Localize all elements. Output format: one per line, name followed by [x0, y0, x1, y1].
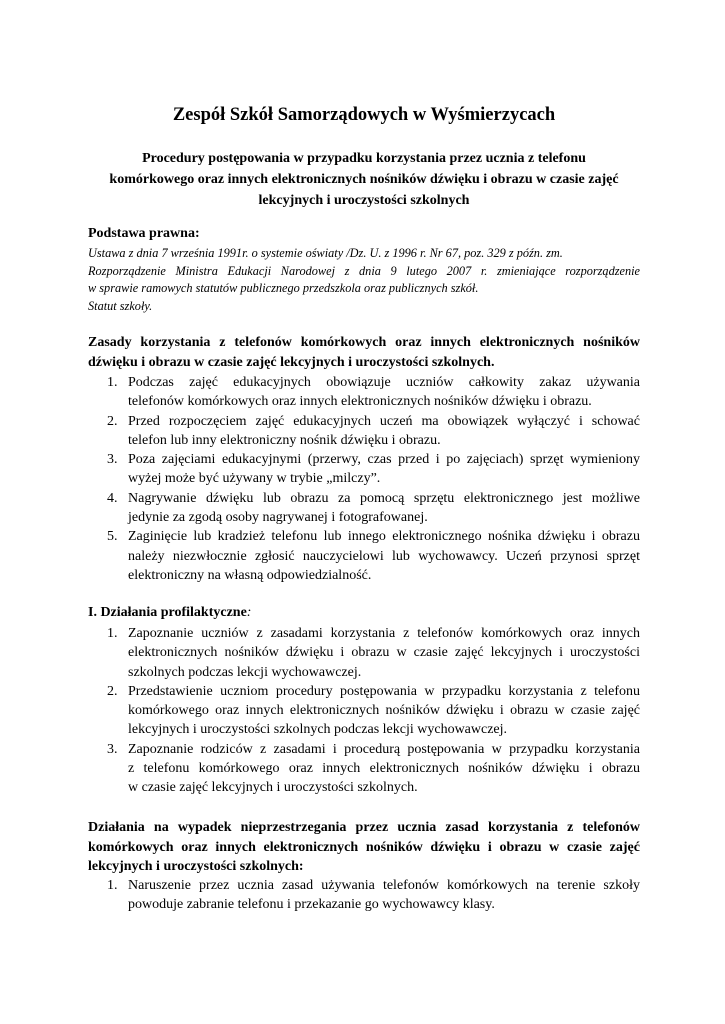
- violations-heading: [88, 818, 640, 877]
- rule-item-text-line: elektroniczny na własną odpowiedzialność.: [128, 567, 372, 583]
- violations-heading-line-1: Działania na wypadek nieprzestrzegania przez ucznia zasad korzystania z telefonów: [88, 820, 640, 835]
- rule-item-text-line: Zaginięcie lub kradzież telefonu lub innego elektronicznego nośnika dźwięku i obrazu: [128, 529, 640, 545]
- preventive-item-number: 2.: [107, 683, 118, 699]
- rule-item-number: 5.: [107, 529, 118, 545]
- rules-heading: [88, 333, 640, 372]
- preventive-item-text-line: w czasie zajęć lekcyjnych i uroczystości szkolnych.: [128, 780, 418, 796]
- rule-item-text-line: telefonów komórkowych oraz innych elektronicznych nośników dźwięku i obrazu.: [128, 394, 592, 410]
- rule-item-number: 1.: [107, 375, 118, 390]
- procedure-title-line-3: lekcyjnych i uroczystości szkolnych: [258, 193, 470, 208]
- preventive-heading-text: I. Działania profilaktyczne: [88, 605, 247, 620]
- procedure-title-line-2: komórkowego oraz innych elektronicznych nośników dźwięku i obrazu w czasie zajęć: [109, 172, 619, 187]
- rule-item-text-line: Podczas zajęć edukacyjnych obowiązuje uczniów całkowity zakaz używania: [128, 375, 640, 390]
- rule-item-text-line: jedynie za zgodą osoby nagrywanej i fotografowanej.: [128, 510, 428, 526]
- preventive-item-text-line: komórkowego oraz innych elektronicznych nośników dźwięku i obrazu w czasie zajęć: [128, 703, 640, 719]
- preventive-list: [88, 624, 640, 798]
- legal-basis-line-4: Statut szkoły.: [88, 298, 153, 313]
- rule-item-number: 3.: [107, 452, 118, 468]
- preventive-item-2: [88, 682, 640, 740]
- rule-item-2: [88, 412, 640, 451]
- preventive-heading: [88, 603, 640, 623]
- preventive-item-number: 1.: [107, 626, 118, 641]
- violations-list: [88, 876, 640, 915]
- rule-item-text-line: wyżej może być używany w trybie „milczy”.: [128, 471, 381, 487]
- preventive-item-text-line: z telefonu komórkowego oraz innych elektronicznych nośników dźwięku i obrazu: [128, 761, 640, 777]
- preventive-item-1: [88, 624, 640, 682]
- rule-item-text-line: należy niezwłocznie zgłosić nauczycielowi lub wychowawcy. Uczeń przynosi sprzęt: [128, 548, 640, 564]
- preventive-item-text-line: Przedstawienie uczniom procedury postępowania w przypadku korzystania z telefonu: [128, 683, 640, 699]
- legal-basis-line-3: w sprawie ramowych statutów publicznego przedszkola oraz publicznych szkół.: [88, 281, 479, 295]
- preventive-item-text-line: szkolnych podczas lekcji wychowawczej.: [128, 664, 362, 680]
- violations-heading-line-2: komórkowych oraz innych elektronicznych nośników dźwięku i obrazu w czasie zajęć: [88, 839, 640, 855]
- rule-item-text-line: Poza zajęciami edukacyjnymi (przerwy, czas przed i po zajęciach) sprzęt wymieniony: [128, 452, 640, 468]
- rule-item-3: [88, 450, 640, 489]
- rules-list: [88, 373, 640, 585]
- rule-item-4: [88, 489, 640, 528]
- rule-item-text-line: Nagrywanie dźwięku lub obrazu za pomocą sprzętu elektronicznego jest możliwe: [128, 490, 640, 506]
- rule-item-number: 2.: [107, 413, 118, 429]
- rule-item-text-line: telefon lub inny elektroniczny nośnik dźwięku i obrazu.: [128, 432, 441, 448]
- preventive-item-text-line: Zapoznanie uczniów z zasadami korzystania z telefonów komórkowych oraz innych: [128, 626, 640, 641]
- legal-basis-heading: Podstawa prawna:: [88, 226, 200, 241]
- rule-item-5: [88, 527, 640, 585]
- school-title: Zespół Szkół Samorządowych w Wyśmierzycach: [172, 105, 556, 125]
- violation-item-text-line: Naruszenie przez ucznia zasad używania telefonów komórkowych na terenie szkoły: [128, 878, 640, 893]
- procedure-title-line-1: Procedury postępowania w przypadku korzystania przez ucznia z telefonu: [142, 151, 586, 166]
- rules-heading-line-2: dźwięku i obrazu w czasie zajęć lekcyjnych i uroczystości szkolnych.: [88, 354, 495, 370]
- legal-basis-text: [88, 245, 640, 315]
- procedure-title: [88, 148, 640, 211]
- preventive-item-number: 3.: [107, 741, 118, 757]
- preventive-item-3: [88, 740, 640, 798]
- rule-item-text-line: Przed rozpoczęciem zajęć edukacyjnych uczeń ma obowiązek wyłączyć i schować: [128, 413, 640, 429]
- violation-item-number: 1.: [107, 878, 118, 893]
- rule-item-1: [88, 373, 640, 412]
- preventive-item-text-line: Zapoznanie rodziców z zasadami i procedurą postępowania w przypadku korzystania: [128, 741, 640, 757]
- rule-item-number: 4.: [107, 490, 118, 506]
- legal-basis-line-2: Rozporządzenie Ministra Edukacji Narodowej z dnia 9 lutego 2007 r. zmieniające rozporządzenie: [88, 263, 640, 278]
- preventive-heading-colon: :: [246, 605, 252, 620]
- rules-heading-line-1: Zasady korzystania z telefonów komórkowych oraz innych elektronicznych nośników: [88, 335, 640, 350]
- violation-item-text-line: powoduje zabranie telefonu i przekazanie go wychowawcy klasy.: [128, 897, 495, 913]
- violations-heading-line-3: lekcyjnych i uroczystości szkolnych:: [88, 859, 304, 874]
- violation-item-1: [88, 876, 640, 915]
- legal-basis-line-1: Ustawa z dnia 7 września 1991r. o systemie oświaty /Dz. U. z 1996 r. Nr 67, poz. 329 z późn. zm.: [88, 246, 563, 260]
- preventive-item-text-line: lekcyjnych i uroczystości szkolnych podczas lekcji wychowawczej.: [128, 722, 508, 738]
- preventive-item-text-line: elektronicznych nośników dźwięku i obrazu w czasie zajęć lekcyjnych i uroczystości: [128, 645, 640, 661]
